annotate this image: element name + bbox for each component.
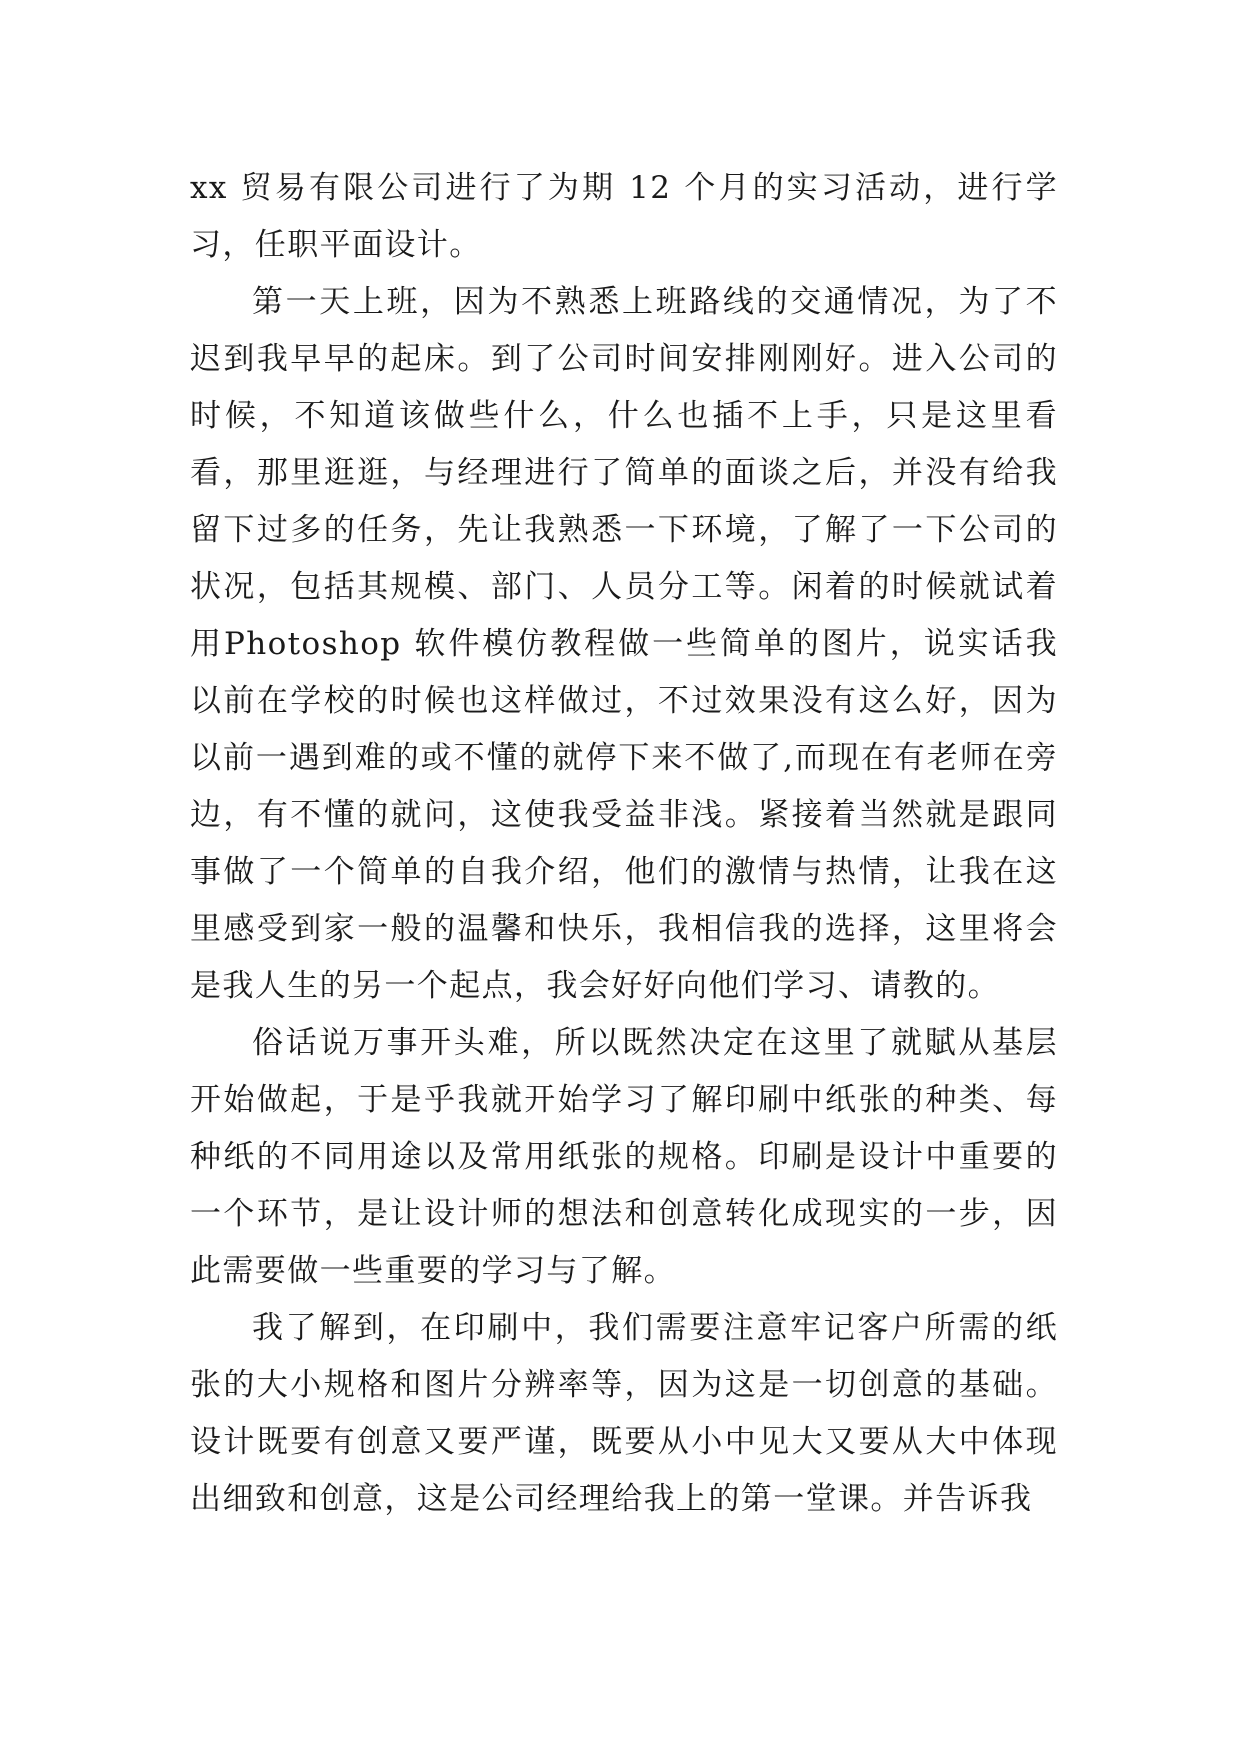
paragraph-first-day: 第一天上班，因为不熟悉上班路线的交通情况，为了不迟到我早早的起床。到了公司时间安排刚刚好。进入公司的时候，不知道该做些什么，什么也插不上手，只是这里看看，那里逛逛，与经理进行了简单的面谈之后，并没有给我留下过多的任务，先让我熟悉一下环境，了解了一下公司的状况，包括其规模、部门、人员分工等。闲着的时候就试着用Photoshop 软件模仿教程做一些简单的图片，说实话我以前在学校的时候也这样做过，不过效果没有这么好，因为以前一遇到难的或不懂的就停下来不做了,而现在有老师在旁边，有不懂的就问，这使我受益非浅。紧接着当然就是跟同事做了一个简单的自我介绍，他们的激情与热情，让我在这里感受到家一般的温馨和快乐，我相信我的选择，这里将会是我人生的另一个起点，我会好好向他们学习、请教的。 (190, 284, 1058, 1004)
paragraph-intro: xx 贸易有限公司进行了为期 12 个月的实习活动，进行学习，任职平面设计。 (190, 170, 1058, 263)
paragraph-printing-lessons: 我了解到，在印刷中，我们需要注意牢记客户所需的纸张的大小规格和图片分辨率等，因为这是一切创意的基础。设计既要有创意又要严谨，既要从小中见大又要从大中体现出细致和创意，这是公司经理给我上的第一堂课。并告诉我 (190, 1310, 1058, 1517)
document-body (190, 160, 1058, 1528)
paragraph-printing-basics: 俗话说万事开头难，所以既然决定在这里了就賦从基层开始做起，于是乎我就开始学习了解印刷中纸张的种类、每种纸的不同用途以及常用纸张的规格。印刷是设计中重要的一个环节，是让设计师的想法和创意转化成现实的一步，因此需要做一些重要的学习与了解。 (190, 1025, 1058, 1289)
